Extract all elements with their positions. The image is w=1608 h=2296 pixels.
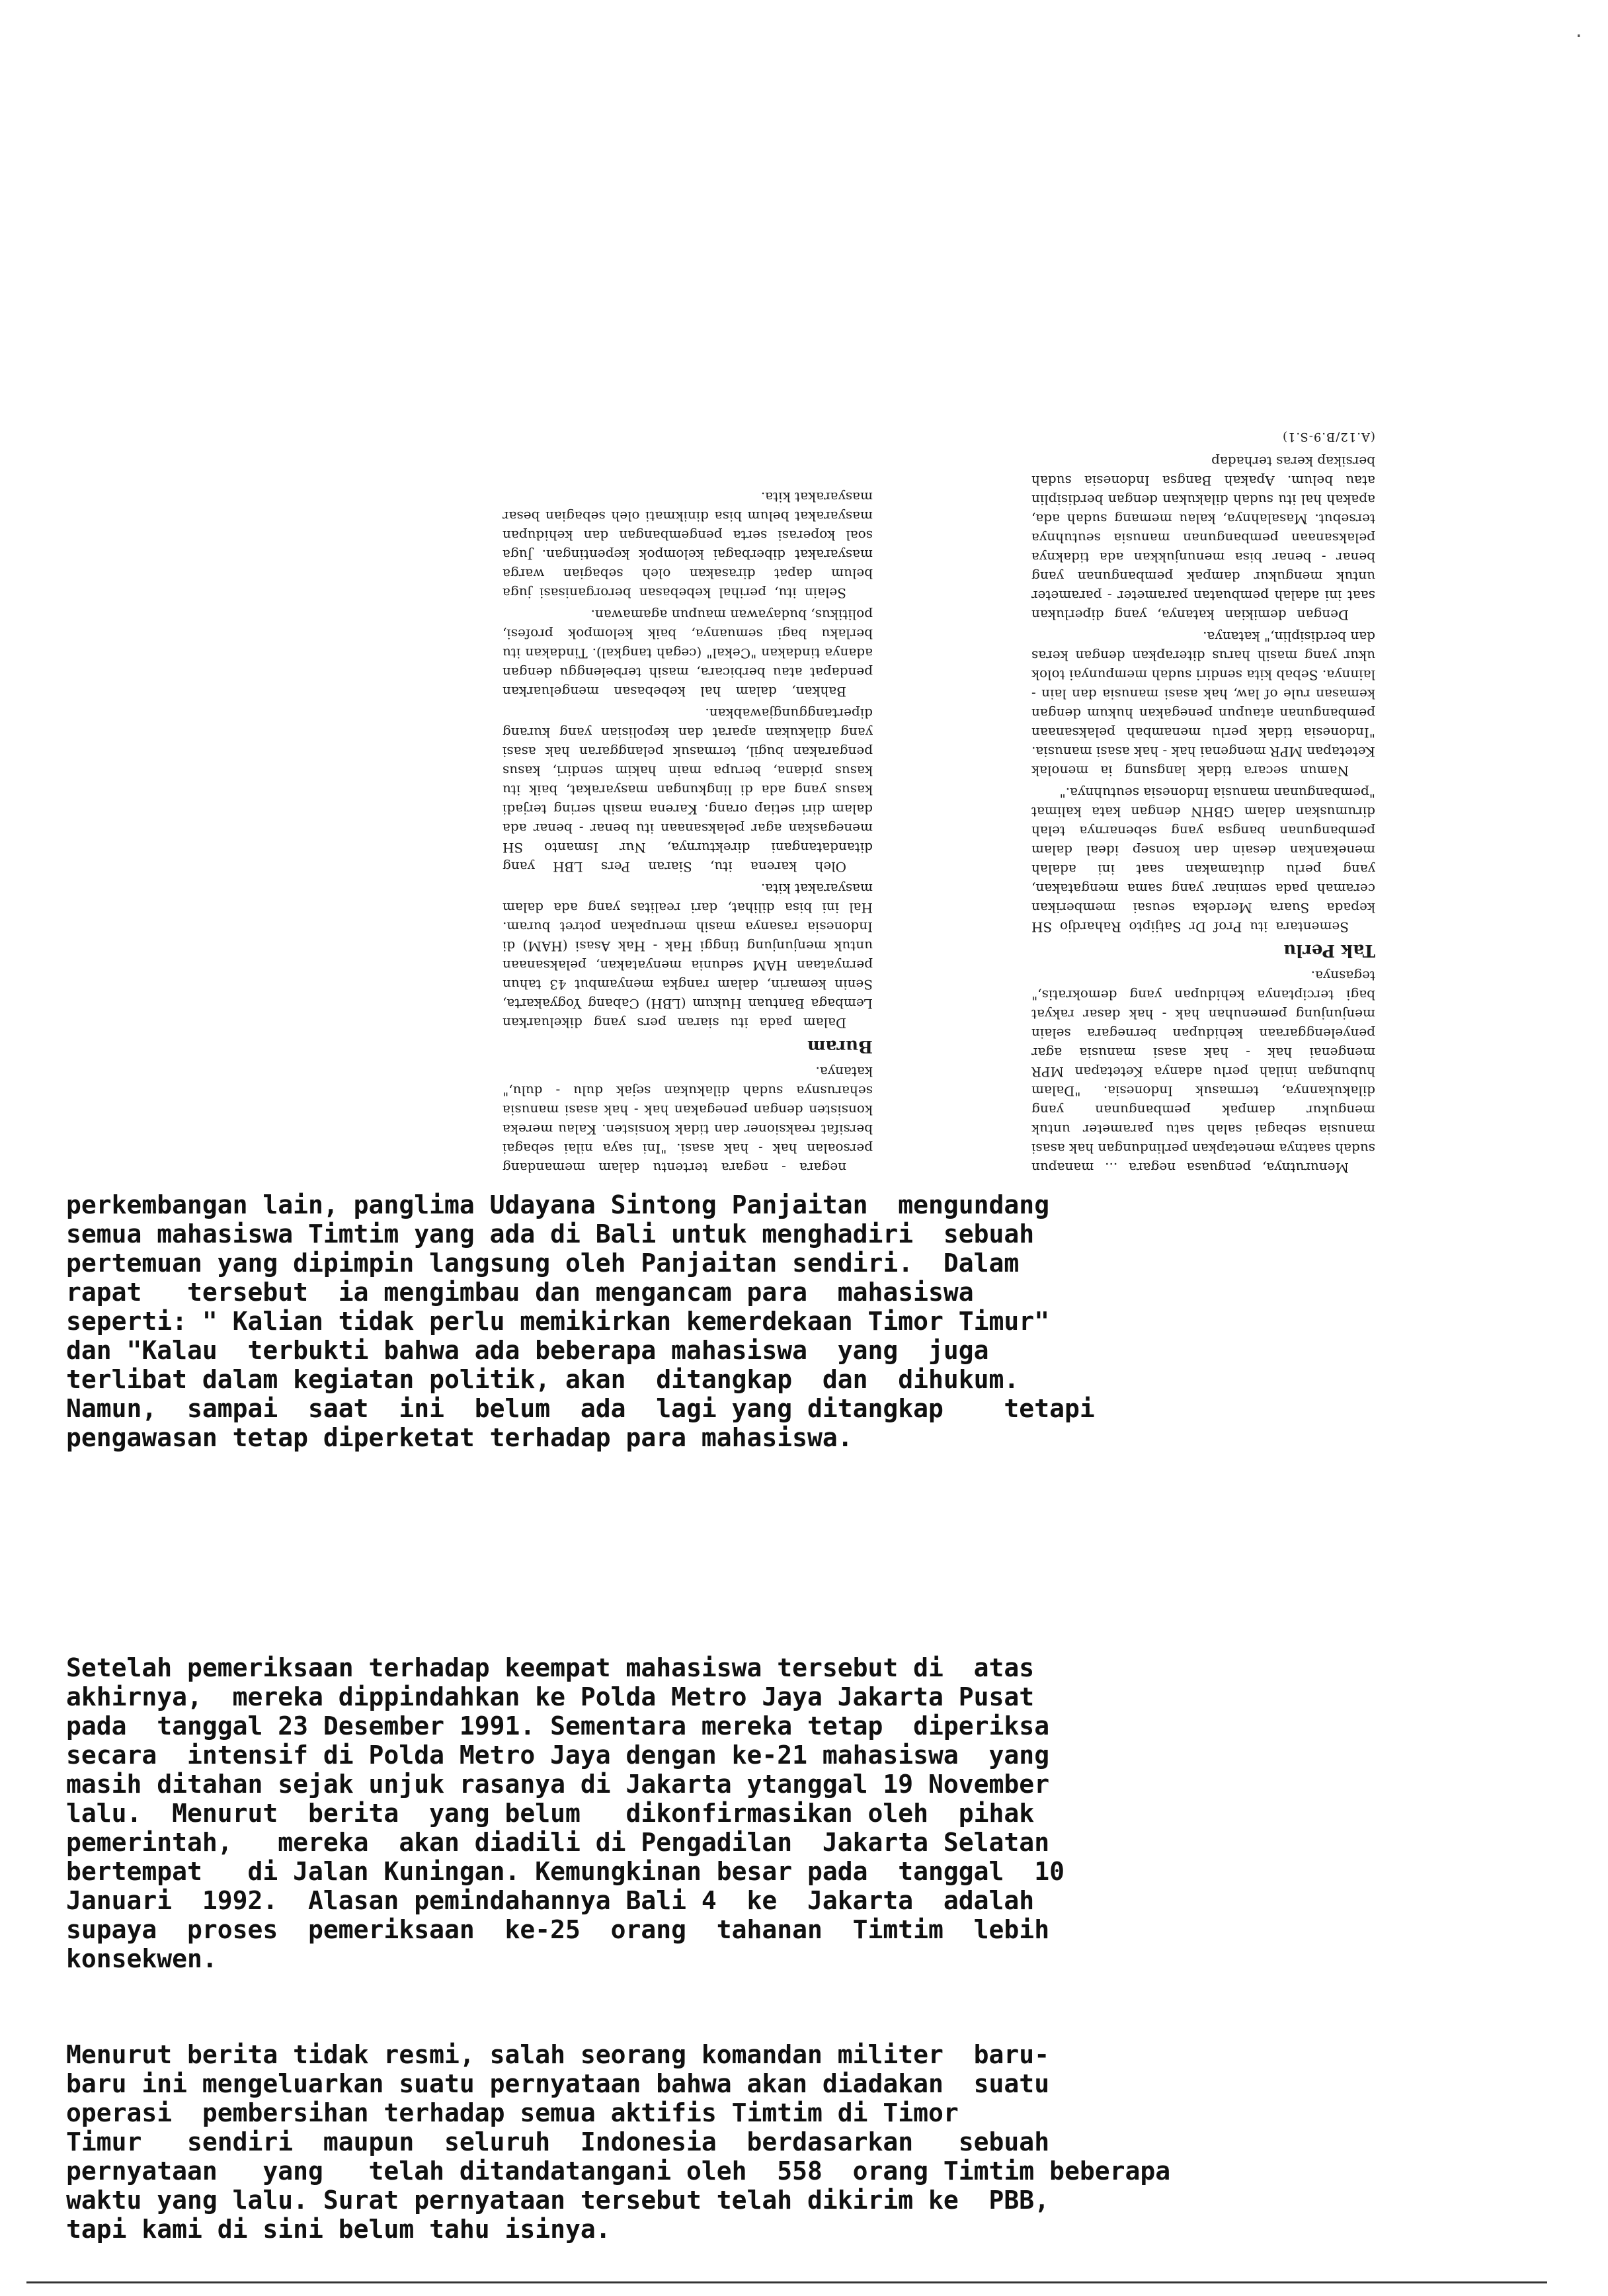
typed-line: seperti: " Kalian tidak perlu memikirkan kemerdekaan Timor Timur" xyxy=(66,1307,1050,1336)
clipping-right-column xyxy=(502,53,873,1177)
typed-line: dan "Kalau terbukti bahwa ada beberapa mahasiswa yang juga xyxy=(66,1336,989,1365)
typed-line: rapat tersebut ia mengimbau dan menganc​am para mahasiswa xyxy=(66,1278,974,1307)
typed-line: waktu yang lalu. Surat pernyataan tersebut telah dikirim ke PBB, xyxy=(66,2186,1050,2215)
typed-line: pengawasan tetap diperketat terhadap para mahasiswa. xyxy=(66,1423,853,1452)
corner-mark: · xyxy=(1574,26,1584,46)
typed-line: pernyataan yang telah ditandatangani oleh 558 orang Timtim beberapa xyxy=(66,2156,1171,2186)
typed-line: Setelah pemeriksaan terhadap keempat mahasiswa tersebut di atas xyxy=(66,1653,1035,1682)
typed-line: semua mahasiswa Timtim yang ada di Bali untuk menghadiri sebuah xyxy=(66,1219,1035,1249)
typed-paragraph-2 xyxy=(66,1653,1428,1973)
clipping-reference-code: (A.12/B.9-S.1) xyxy=(1281,430,1375,444)
typed-line: Menurut berita tidak resmi, salah seorang komandan militer baru- xyxy=(66,2040,1050,2069)
page-bottom-rule xyxy=(26,2281,1547,2283)
clipping-paragraph: Dalam pada itu siaran pers yang dikeluarkan Lembaga Bantuan Hukum (LBH) Cabang Yogyakarta, Senin kemarin, dalam rangka menyambut 43 tahun pernyataan HAM sedunia menyatakan, pelaksanaan untuk menjunjung tinggi Hak - Hak Asasi (HAM) di Indonesia rasanya masih merupakan potret buram. Hal ini bisa dilihat, dari realitas yang ada dalam masyarakat kita. xyxy=(502,881,873,1031)
clipping-paragraph: Selain itu, perihal kebebasan berorganisasi juga belum dapat dirasakan oleh sebagian warga masyarakat diberbagai kelompok kepentingan. Juga soal koperasi serta pengembangan dan kehidupan masyarakat belum bisa dinikmati oleh sebagian besar masyarakat kita. xyxy=(502,489,873,601)
clipping-paragraph: Oleh karena itu, Siaran Pers LBH yang ditandatangani direkturnya, Nur Ismanto SH menegaskan agar pelaksanaan itu benar - benar ada dalam diri setiap orang. Karena masih sering terjadi kasus yang ada di lingkungan masyarakat, baik itu kasus pidana, berupa main hakim sendiri, kasus pengarakan bugil, termasuk pelanggaran hak asasi yang dilakukan aparat dan kepolisian yang kurang dipertanggungjawabkan. xyxy=(502,706,873,875)
clipping-subheading: Buram xyxy=(807,1036,873,1056)
typed-line: terlibat dalam kegiatan politik, akan ditangkap dan dihukum. xyxy=(66,1365,1020,1394)
typed-line: perkembangan lain, panglima Udayana Sintong Panjaitan mengundang xyxy=(66,1190,1050,1219)
typed-line: masih ditahan sejak unjuk rasanya di Jakarta ytanggal 19 November xyxy=(66,1770,1050,1799)
typed-line: akhirnya, mereka dippindahkan ke Polda Metro Jaya Jakarta Pusat xyxy=(66,1682,1035,1711)
clipping-paragraph: Dengan demikian katanya, yang diperlukan saat ini adalah pembuatan parameter - parameter untuk mengukur dampak pembangunan yang benar - benar bisa menunjukkan ada tidaknya pelaksanaan pembangunan manusia seutuhnya tersebut. Masalahnya, kalau memang sudah ada, apakah hal itu sudah dilakukan dengan berdisiplin atau belum. Apakah Bangsa Indonesia sudah bersikap keras terhadap xyxy=(1031,454,1375,623)
typed-line: operasi pembersihan terhadap semua aktifis Timtim di Timor xyxy=(66,2098,959,2127)
clipping-left-column xyxy=(1031,53,1375,1177)
typed-line: secara intensif di Polda Metro Jaya dengan ke-21 mahasiswa yang xyxy=(66,1741,1050,1770)
typed-line: bertempat di Jalan Kuningan. Kemungkinan besar pada tanggal 10 xyxy=(66,1857,1065,1886)
clipping-paragraph: Namun secara tidak langsung ia menolak Ketetapan MPR mengenai hak - hak asasi manusia. "Indonesia tidak perlu menambah pelaksanaan pembangunan ataupun penegakan hukum dengan kemasan rule of law, hak asasi manusia dan lain - lainnya. Sebab kita sendiri sudah mempunyai tolok ukur yang masih harus diterapkan dengan keras dan berdisiplin," katanya. xyxy=(1031,629,1375,779)
clipping-paragraph: negara - negara tertentu dalam memandang persoalan hak - hak asasi. "Ini saya nilai sebagai bersifat reaksioner dan tidak konsisten. Kalau mereka konsisten dengan penegakan hak - hak asasi manusia seharusnya sudah dilakukan sejak dulu - dulu," katanya. xyxy=(502,1064,873,1176)
typed-line: tapi kami di sini belum tahu isinya. xyxy=(66,2215,611,2244)
typed-line: Namun, sampai saat ini belum ada lagi yang ditangkap tetapi xyxy=(66,1394,1095,1423)
clipping-paragraph: Sementara itu Prof Dr Satjipto Rahardjo SH kepada Suara Merdeka seusai memberikan ceramah pada seminar yang sama mengatakan, yang perlu diutamakan saat ini adalah menekankan desain dan konsep ideal dalam pembangunan bangsa yang sebenarnya telah dirumuskan dalam GBHN dengan kata kalimat "pembangunan manusia Indonesia seutuhnya." xyxy=(1031,785,1375,935)
typed-line: pertemuan yang dipimpin langsung oleh Panjaitan sendiri. Dalam xyxy=(66,1249,1020,1278)
newspaper-clipping xyxy=(489,53,1375,1177)
typed-line: pemerintah, mereka akan diadili di Pengadilan Jakarta Selatan xyxy=(66,1828,1050,1857)
typed-paragraph-3 xyxy=(66,2040,1428,2244)
clipping-paragraph: Bahkan, dalam hal kebebasan mengeluarkan pendapat atau berbicara, masih terbelenggu dengan adanya tindakan "Cekal" (cegah tangkal). Tindakan itu berlaku bagi semuanya, baik kelompok profesi, politikus, budayawan maupun agamawan. xyxy=(502,607,873,700)
clipping-subheading: Tak Perlu xyxy=(1283,940,1375,960)
typed-line: supaya proses pemeriksaan ke-25 orang tahanan Timtim lebih xyxy=(66,1915,1050,1944)
typed-paragraph-1 xyxy=(66,1190,1428,1452)
typed-line: konsekwen. xyxy=(66,1944,218,1973)
typed-line: lalu. Menurut berita yang belum dikonfirmasikan oleh pihak xyxy=(66,1799,1035,1828)
typed-line: baru ini mengeluarkan suatu pernyataan bahwa akan diadakan suatu xyxy=(66,2069,1050,2098)
typed-line: Timur sendiri maupun seluruh Indonesia berdasarkan sebuah xyxy=(66,2127,1050,2156)
typed-line: pada tanggal 23 Desember 1991. Sementara mereka tetap diperiksa xyxy=(66,1711,1050,1741)
clipping-paragraph: Menurutnya, penguasa negara ... manapun sudah saatnya menetapkan perlindungan hak asasi manusia sebagai salah satu parameter untuk mengukur dampak pembangunan yang dilakukannya, termasuk Indonesia. "Dalam hubungan inilah perlu adanya Ketetapan MPR mengenai hak - hak asasi manusia agar penyelenggaraan kehidupan bernegara selain menjunjung pemenuhan hak - hak dasar rakyat bagi terciptanya kehidupan yang demokratis," tegasnya. xyxy=(1031,968,1375,1176)
typed-line: Januari 1992. Alasan pemindahannya Bali 4 ke Jakarta adalah xyxy=(66,1886,1035,1915)
